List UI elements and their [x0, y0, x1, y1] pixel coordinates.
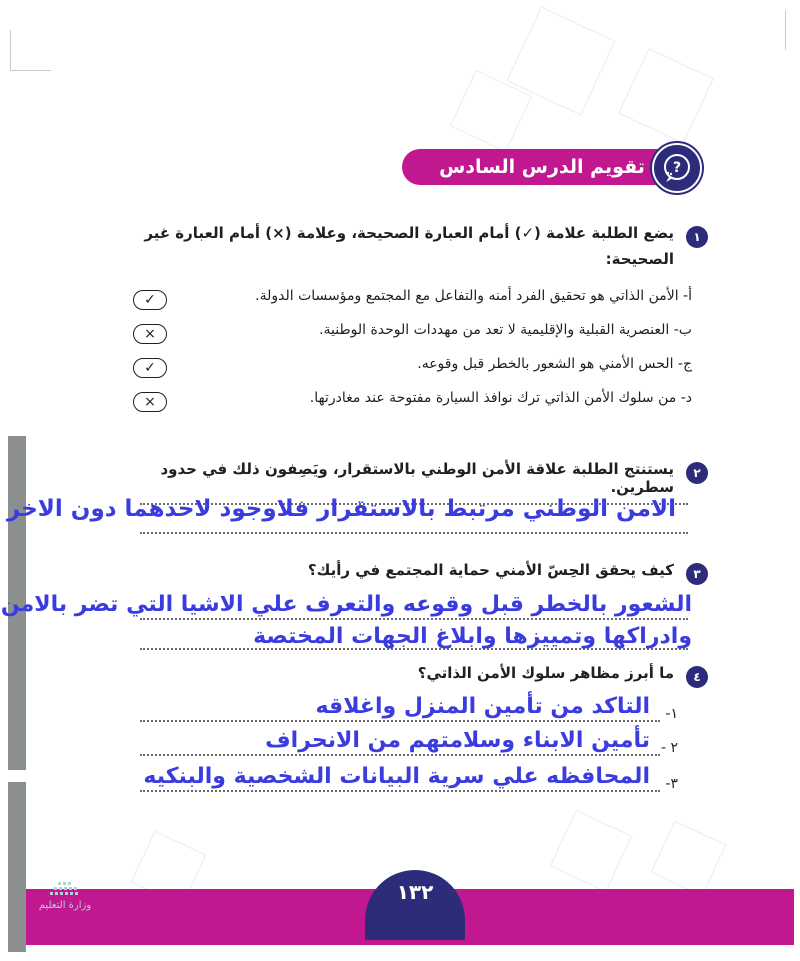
- crop-mark: [745, 10, 786, 50]
- answer-line: [140, 532, 688, 534]
- question-3-prompt: كيف يحقق الحِسّ الأمني حماية المجتمع في رأيك؟: [307, 561, 674, 579]
- side-bar-bottom: [8, 782, 26, 952]
- ministry-logo: [30, 880, 100, 920]
- question-2-number: ٢: [686, 462, 708, 484]
- answer-line: [140, 618, 688, 620]
- answer-line: [140, 754, 660, 756]
- bg-cube: [550, 810, 632, 892]
- bg-cube: [618, 48, 714, 144]
- answer-line: [140, 720, 660, 722]
- q4-item-2-label: ٢ -: [660, 740, 678, 756]
- q1-item-a: أ- الأمن الذاتي هو تحقيق الفرد أمنه والتفاعل مع المجتمع ومؤسسات الدولة.: [255, 288, 692, 304]
- q4-item-3-answer: المحافظه علي سرية البيانات الشخصية والبنكيه: [143, 764, 650, 789]
- q1-item-c: ج- الحس الأمني هو الشعور بالخطر قبل وقوعه.: [417, 356, 692, 372]
- question-2-answer: الامن الوطني مرتبط بالاستقرار فلاوجود لاحدهما دون الاخر: [6, 496, 676, 522]
- question-2-prompt: يستنتج الطلبة علاقة الأمن الوطني بالاستقرار، ويَصِفون ذلك في حدود سطرين.: [160, 460, 674, 496]
- crop-mark: [10, 30, 51, 71]
- q1-item-d: د- من سلوك الأمن الذاتي ترك نوافذ السيارة مفتوحة عند مغادرتها.: [309, 390, 692, 406]
- question-4-prompt: ما أبرز مظاهر سلوك الأمن الذاتي؟: [417, 664, 674, 682]
- header-title: تقويم الدرس السادس عشر: [439, 156, 645, 214]
- q4-item-2-answer: تأمين الابناء وسلامتهم من الانحراف: [265, 728, 650, 753]
- question-3-answer-line1: الشعور بالخطر قبل وقوعه والتعرف علي الاشيا التي تضر بالامن: [0, 592, 692, 617]
- question-3-number: ٣: [686, 563, 708, 585]
- q4-item-3-label: ٣-: [665, 776, 678, 792]
- question-3-answer-line2: وادراكها وتمييزها وابلاغ الجهات المختصة: [253, 624, 692, 649]
- answer-line: [140, 790, 660, 792]
- svg-text:?: ?: [672, 160, 682, 176]
- q4-item-1-answer: التاكد من تأمين المنزل واغلاقه: [315, 694, 650, 719]
- question-chat-icon: [652, 143, 702, 193]
- question-1-number: ١: [686, 226, 708, 248]
- bg-cube: [651, 821, 727, 897]
- question-1-prompt-line2: الصحيحة:: [605, 250, 674, 268]
- q1-item-c-mark: ✓: [133, 358, 167, 378]
- question-1-prompt-line1: يضع الطلبة علامة (✓) أمام العبارة الصحيحة، وعلامة (×) أمام العبارة غير: [144, 224, 674, 242]
- q1-item-d-mark: ×: [133, 392, 167, 412]
- ministry-logo-text: وزارة التعليم: [38, 900, 92, 911]
- q1-item-b-mark: ×: [133, 324, 167, 344]
- lesson-header: [402, 143, 702, 214]
- question-4-number: ٤: [686, 666, 708, 688]
- page-number: ١٣٢: [396, 880, 434, 904]
- q4-item-1-label: ١-: [665, 706, 678, 722]
- q1-item-b: ب- العنصرية القبلية والإقليمية لا تعد من مهددات الوحدة الوطنية.: [319, 322, 692, 338]
- q1-item-a-mark: ✓: [133, 290, 167, 310]
